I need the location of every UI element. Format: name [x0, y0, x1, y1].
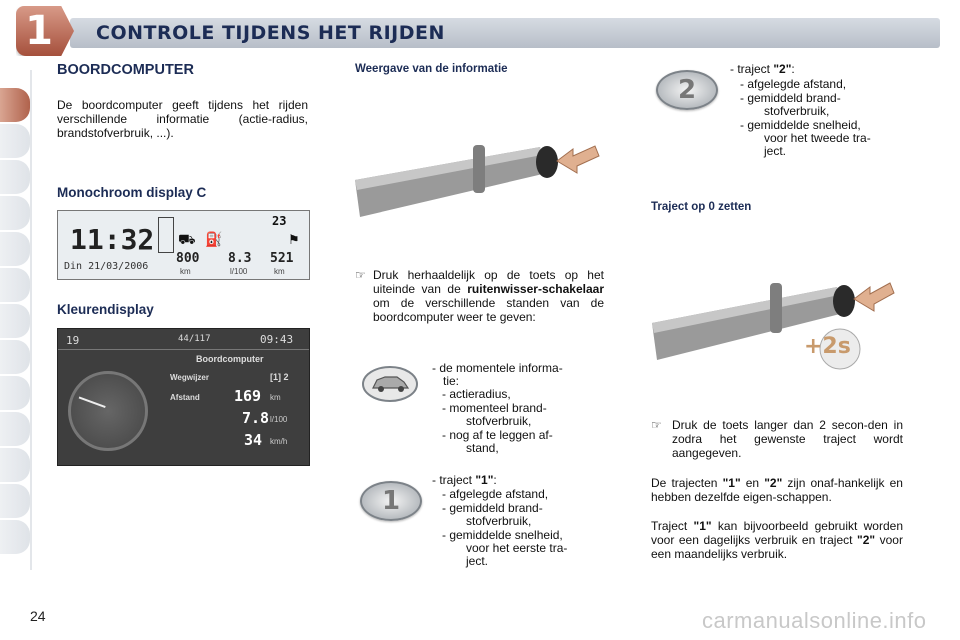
trips-paragraph-1: [651, 476, 903, 504]
color-row3-value: 7.8: [242, 409, 270, 427]
side-tab-12[interactable]: [0, 484, 30, 518]
side-tab-5[interactable]: [0, 232, 30, 266]
color-row1-value: [1] 2: [270, 372, 289, 382]
color-row3-unit: l/100: [270, 415, 288, 424]
color-display: [57, 328, 310, 466]
page-number: 24: [30, 608, 46, 624]
trip-2-lead: [730, 63, 795, 76]
side-tab-8[interactable]: [0, 340, 30, 374]
instruction-text-a: Druk herhaaldelijk op de toets op het uiteinde van de: [373, 268, 604, 296]
color-temp: 19: [66, 334, 80, 347]
color-row1-label: Wegwijzer: [170, 373, 209, 382]
trip-2-item-2: - gemiddeld brand-: [740, 91, 841, 105]
trip-2-badge-label: 2: [677, 75, 697, 105]
current-info-item-3b: stand,: [466, 441, 499, 455]
trip-2-lead-a: - traject: [730, 62, 774, 76]
display-value-3: 521: [270, 251, 294, 266]
color-screen-title: Boordcomputer: [196, 354, 264, 364]
current-info-lead: - de momentele informa-: [432, 361, 563, 375]
para2-e: voor een maandelijks verbruik.: [651, 533, 903, 561]
trip-2-lead-b: "2": [773, 62, 792, 76]
para1-c: en: [740, 476, 765, 490]
monochrome-display: [57, 210, 310, 280]
color-display-title: Kleurendisplay: [57, 302, 154, 317]
current-info-item-3: - nog af te leggen af-: [442, 428, 553, 442]
wiper-stalk-reset-illustration: [652, 265, 897, 373]
trips-paragraph-2: [651, 519, 903, 561]
para1-a: De trajecten: [651, 476, 723, 490]
reset-instruction-text: Druk de toets langer dan 2 secon-den in zodra het gewenste traject wordt aangegeven.: [672, 418, 903, 460]
flag-icon: ⚑: [288, 232, 300, 247]
car-badge-icon: [361, 365, 419, 403]
side-tab-10[interactable]: [0, 412, 30, 446]
color-row4-unit: km/h: [270, 437, 288, 446]
trip-2-item-3c: ject.: [764, 144, 787, 158]
wiper-switch-term: ruitenwisser-schakelaar: [467, 282, 604, 296]
current-info-item-2: - momenteel brand-: [442, 401, 547, 415]
side-tab-9[interactable]: [0, 376, 30, 410]
para1-e: zijn onaf-hankelijk en hebben dezelfde eigen-schappen.: [651, 476, 903, 504]
chapter-number: 1: [25, 8, 53, 54]
trip-2-item-2b: stofverbruik,: [764, 104, 830, 118]
hand-pointer-icon-2: ☞: [651, 418, 662, 432]
display-temperature: 23: [272, 214, 287, 228]
para2-d: "2": [857, 533, 876, 547]
trip-1-item-2b: stofverbruik,: [466, 514, 532, 528]
para2-a: Traject: [651, 519, 694, 533]
hold-2s-label: +2s: [804, 334, 851, 359]
para1-d: "2": [764, 476, 783, 490]
trip-1-item-2: - gemiddeld brand-: [442, 501, 543, 515]
instruction-text: [373, 268, 604, 324]
side-tab-3[interactable]: [0, 160, 30, 194]
side-tab-2[interactable]: [0, 124, 30, 158]
side-tab-6[interactable]: [0, 268, 30, 302]
display-unit-1: km: [180, 267, 191, 276]
mono-display-title: Monochroom display C: [57, 185, 207, 200]
car-icon: ⛟: [178, 231, 196, 247]
trip-1-lead-c: :: [493, 473, 497, 487]
page-title: CONTROLE TIJDENS HET RIJDEN: [96, 22, 445, 44]
trip-1-item-3b: voor het eerste tra-: [466, 541, 568, 555]
trip-2-item-3: - gemiddelde snelheid,: [740, 118, 861, 132]
color-row4-value: 34: [244, 431, 263, 449]
side-tab-13[interactable]: [0, 520, 30, 554]
wiper-stalk-illustration: [355, 125, 600, 225]
current-info-lead-2: tie:: [443, 374, 460, 388]
trip-1-lead-b: "1": [475, 473, 494, 487]
para2-b: "1": [693, 519, 712, 533]
instruction-text-b: om de verschillende standen van de boordcomputer weer te geven:: [373, 296, 604, 324]
color-row2-unit: km: [270, 393, 281, 402]
mode-indicator: [158, 217, 174, 253]
color-clock: 09:43: [260, 333, 294, 346]
color-track: 44/117: [178, 334, 211, 344]
side-tab-1[interactable]: [0, 88, 30, 122]
trip-1-item-3: - gemiddelde snelheid,: [442, 528, 563, 542]
intro-text: De boordcomputer geeft tijdens het rijden verschillende informatie (actie-radius, brandstofverbruik, ...).: [57, 98, 308, 140]
display-unit-2: l/100: [230, 267, 248, 276]
trip-1-item-1: - afgelegde afstand,: [442, 487, 549, 501]
trip-1-lead-a: - traject: [432, 473, 476, 487]
trip-1-badge-label: 1: [381, 486, 401, 516]
color-divider: [58, 349, 309, 350]
display-time: 11:32: [70, 223, 155, 256]
side-tab-4[interactable]: [0, 196, 30, 230]
side-tab-11[interactable]: [0, 448, 30, 482]
trip-1-item-3c: ject.: [466, 554, 489, 568]
fuel-pump-icon: ⛽: [205, 231, 223, 247]
info-display-title: Weergave van de informatie: [355, 63, 508, 75]
display-value-1: 800: [176, 251, 200, 266]
watermark: carmanualsonline.info: [702, 608, 927, 633]
side-divider: [30, 70, 32, 570]
color-row2-label: Afstand: [170, 393, 200, 402]
trip-2-lead-c: :: [791, 62, 795, 76]
color-row2-value: 169: [234, 387, 262, 405]
display-value-2: 8.3: [228, 251, 252, 266]
display-unit-3: km: [274, 267, 285, 276]
section-title-boordcomputer: BOORDCOMPUTER: [57, 62, 194, 78]
display-date: Din 21/03/2006: [64, 261, 149, 272]
trip-2-item-1: - afgelegde afstand,: [740, 77, 847, 91]
compass-icon: [68, 371, 148, 451]
hand-pointer-icon: ☞: [355, 268, 366, 282]
trip-1-lead: [432, 474, 497, 487]
current-info-item-1: - actieradius,: [442, 387, 511, 401]
current-info-item-2b: stofverbruik,: [466, 414, 532, 428]
para1-b: "1": [722, 476, 741, 490]
reset-title: Traject op 0 zetten: [651, 201, 752, 213]
para2-c: kan bijvoorbeeld gebruikt worden voor een dagelijks verbruik en traject: [651, 519, 903, 547]
trip-2-item-3b: voor het tweede tra-: [764, 131, 871, 145]
side-tab-7[interactable]: [0, 304, 30, 338]
